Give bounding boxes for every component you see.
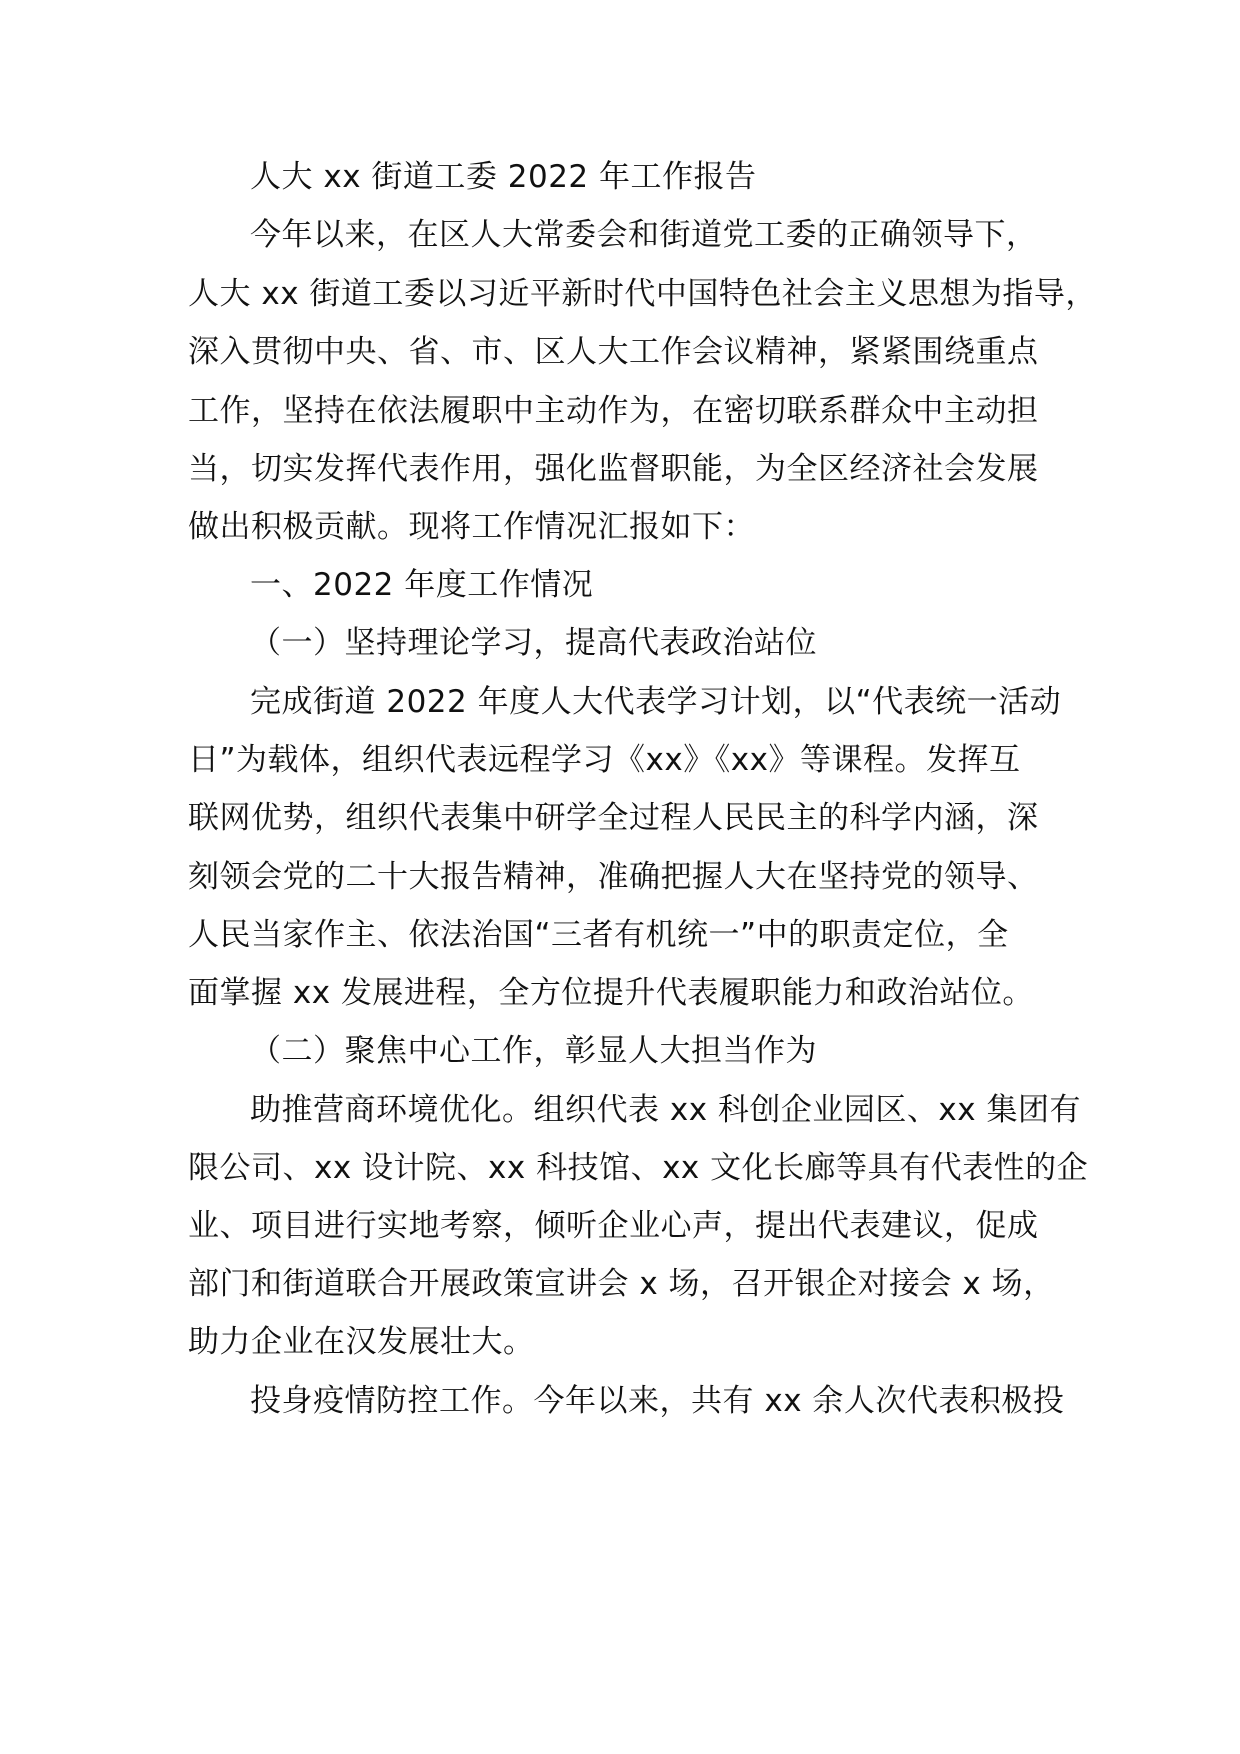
paragraph-4-line-1: 投身疫情防控工作。今年以来，共有 xx 余人次代表积极投 bbox=[250, 1383, 1065, 1419]
paragraph-1-line-5: 当，切实发挥代表作用，强化监督职能，为全区经济社会发展 bbox=[188, 451, 1039, 487]
paragraph-2-line-2: 日”为载体，组织代表远程学习《xx》《xx》等课程。发挥互 bbox=[188, 742, 1021, 778]
paragraph-3-line-5: 助力企业在汉发展壮大。 bbox=[188, 1324, 535, 1360]
paragraph-3-line-1: 助推营商环境优化。组织代表 xx 科创企业园区、xx 集团有 bbox=[250, 1092, 1081, 1128]
paragraph-3-line-2: 限公司、xx 设计院、xx 科技馆、xx 文化长廊等具有代表性的企 bbox=[188, 1150, 1089, 1186]
document-title: 人大 xx 街道工委 2022 年工作报告 bbox=[250, 159, 757, 195]
paragraph-1-line-4: 工作，坚持在依法履职中主动作为，在密切联系群众中主动担 bbox=[188, 393, 1039, 429]
paragraph-1-line-1: 今年以来，在区人大常委会和街道党工委的正确领导下， bbox=[250, 217, 1038, 253]
paragraph-1-line-2: 人大 xx 街道工委以习近平新时代中国特色社会主义思想为指导， bbox=[188, 276, 1097, 312]
paragraph-2-line-6: 面掌握 xx 发展进程，全方位提升代表履职能力和政治站位。 bbox=[188, 975, 1034, 1011]
paragraph-2-line-5: 人民当家作主、依法治国“三者有机统一”中的职责定位，全 bbox=[188, 917, 1009, 953]
paragraph-3-line-4: 部门和街道联合开展政策宣讲会 x 场，召开银企对接会 x 场， bbox=[188, 1266, 1055, 1302]
subsection-1-heading: （一）坚持理论学习，提高代表政治站位 bbox=[250, 625, 817, 661]
paragraph-3-line-3: 业、项目进行实地考察，倾听企业心声，提出代表建议，促成 bbox=[188, 1208, 1039, 1244]
paragraph-2-line-4: 刻领会党的二十大报告精神，准确把握人大在坚持党的领导、 bbox=[188, 859, 1039, 895]
paragraph-1-line-3: 深入贯彻中央、省、市、区人大工作会议精神，紧紧围绕重点 bbox=[188, 334, 1039, 370]
paragraph-2-line-1: 完成街道 2022 年度人大代表学习计划，以“代表统一活动 bbox=[250, 684, 1062, 720]
subsection-2-heading: （二）聚焦中心工作，彰显人大担当作为 bbox=[250, 1033, 817, 1069]
paragraph-1-line-6: 做出积极贡献。现将工作情况汇报如下： bbox=[188, 509, 755, 545]
paragraph-2-line-3: 联网优势，组织代表集中研学全过程人民民主的科学内涵，深 bbox=[188, 800, 1039, 836]
section-1-heading: 一、2022 年度工作情况 bbox=[250, 567, 594, 603]
